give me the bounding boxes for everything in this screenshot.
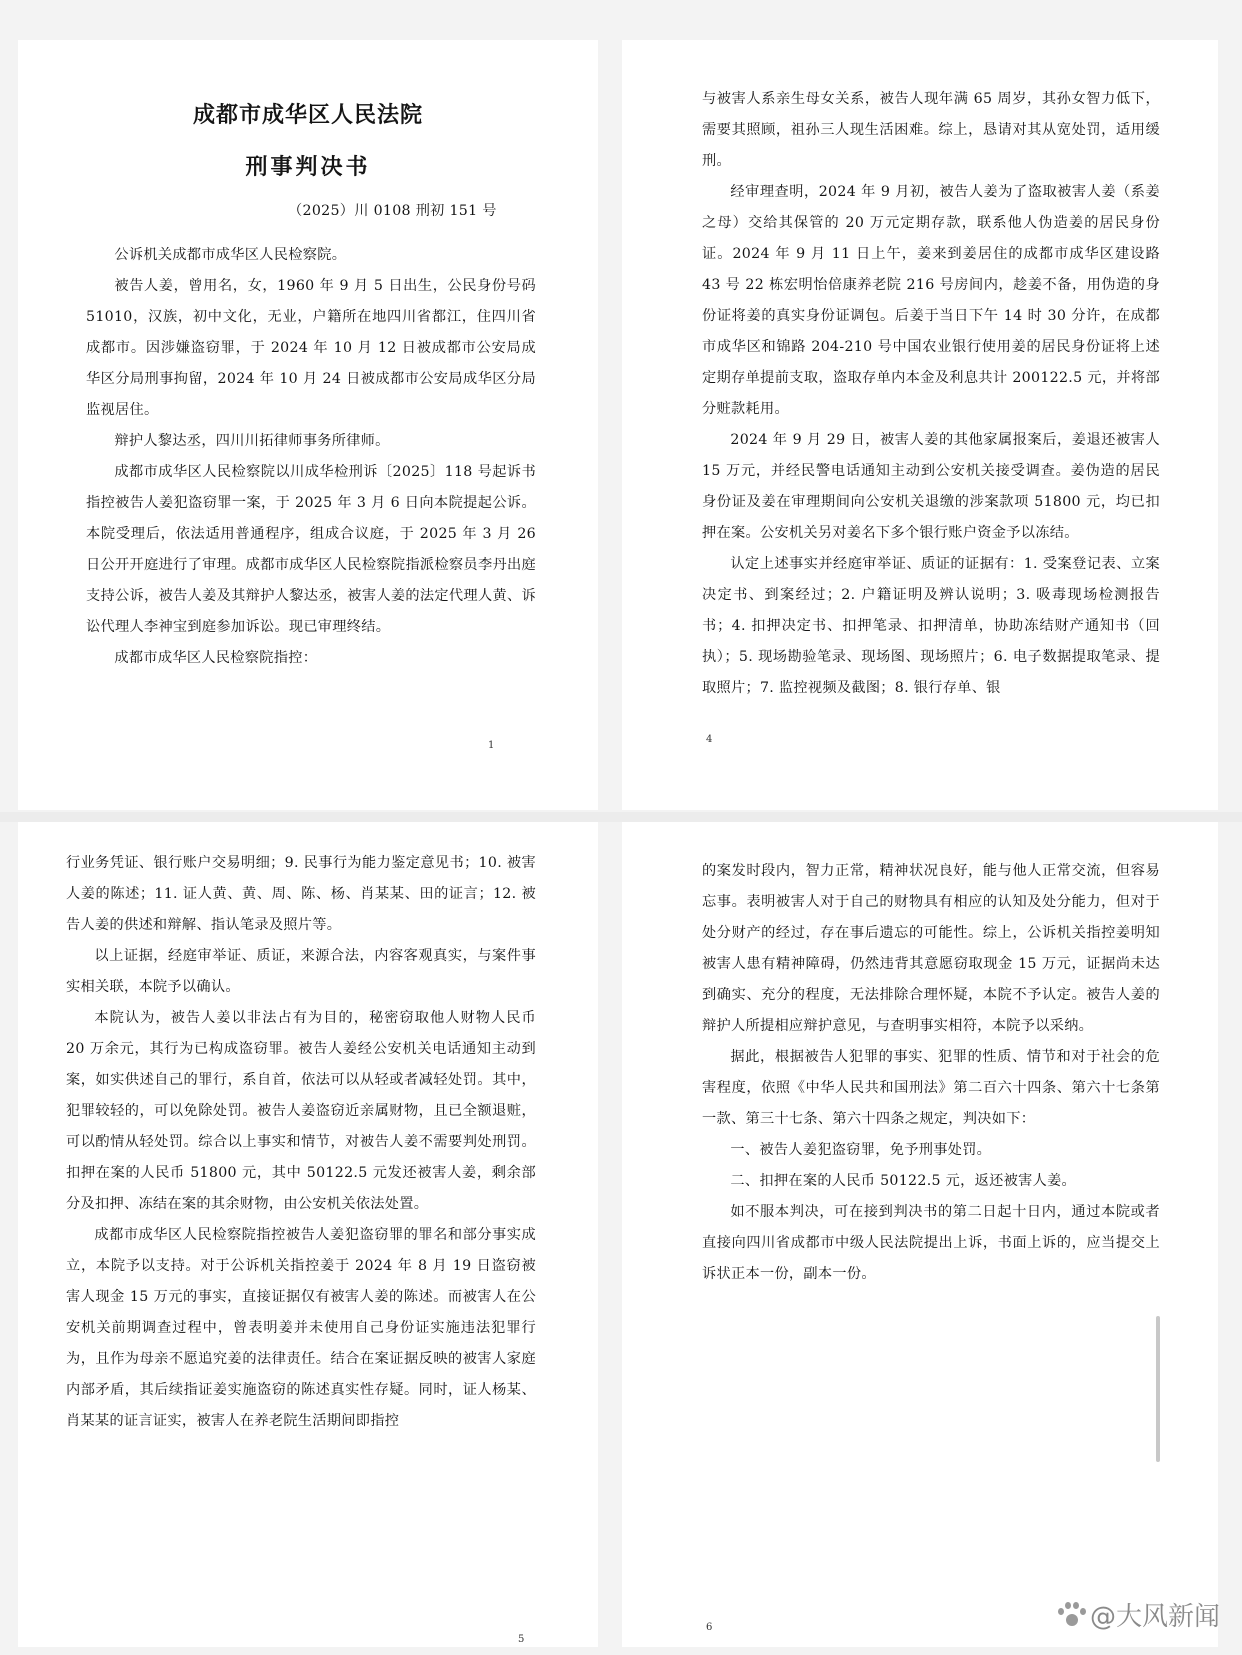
document-page-2 [622, 40, 1218, 810]
page-body [66, 848, 536, 1437]
page-separator [0, 812, 1242, 822]
paragraph: 辩护人黎达丞，四川川拓律师事务所律师。 [114, 433, 390, 449]
document-page-3 [18, 822, 598, 1647]
paragraph: 2024 年 9 月 29 日，被害人姜的其他家属报案后，姜退还被害人 15 万元，并经民警电话通知主动到公安机关接受调查。姜伪造的居民身份证及姜在审理期间向公安机关退缴的涉案款项 51800 元，均已扣押在案。公安机关另对姜名下多个银行账户资金予以冻结。 [702, 432, 1160, 541]
paragraph: 一、被告人姜犯盗窃罪，免予刑事处罚。 [730, 1142, 992, 1158]
watermark-text: @大风新闻 [1089, 1602, 1220, 1632]
paragraph: 如不服本判决，可在接到判决书的第二日起十日内，通过本院或者直接向四川省成都市中级人民法院提出上诉，书面上诉的，应当提交上诉状正本一份，副本一份。 [702, 1204, 1160, 1282]
scrollbar[interactable] [1156, 1316, 1160, 1462]
document-type: 刑事判决书 [245, 154, 371, 180]
paragraph: 与被害人系亲生母女关系，被告人现年满 65 周岁，其孙女智力低下，需要其照顾，祖孙三人现生活困难。综上，恳请对其从宽处罚，适用缓刑。 [702, 91, 1160, 169]
page-body [702, 84, 1160, 704]
paragraph: 二、扣押在案的人民币 50122.5 元，返还被害人姜。 [730, 1173, 1077, 1189]
case-number: （2025）川 0108 刑初 151 号 [288, 203, 497, 219]
page-number: 4 [706, 734, 713, 745]
paragraph: 认定上述事实并经庭审举证、质证的证据有：1. 受案登记表、立案决定书、到案经过；2. 户籍证明及辨认说明；3. 吸毒现场检测报告书；4. 扣押决定书、扣押笔录、扣押清单，协助冻结财产通知书（回执）；5. 现场勘验笔录、现场图、现场照片；6. 电子数据提取笔录、提取照片；7. 监控视频及截图；8. 银行存单、银 [702, 556, 1160, 696]
paragraph: 据此，根据被告人犯罪的事实、犯罪的性质、情节和对于社会的危害程度，依照《中华人民共和国刑法》第二百六十四条、第六十七条第一款、第三十七条、第六十四条之规定，判决如下： [702, 1049, 1160, 1127]
paragraph: 公诉机关成都市成华区人民检察院。 [114, 247, 347, 263]
paragraph: 成都市成华区人民检察院指控被告人姜犯盗窃罪的罪名和部分事实成立，本院予以支持。对于公诉机关指控姜于 2024 年 8 月 19 日盗窃被害人现金 15 万元的事实，直接证据仅有被害人姜的陈述。而被害人在公安机关前期调查过程中，曾表明姜并未使用自己身份证实施违法犯罪行为，且作为母亲不愿追究姜的法律责任。结合在案证据反映的被害人家庭内部矛盾，其后续指证姜实施盗窃的陈述真实性存疑。同时，证人杨某、肖某某的证言证实，被害人在养老院生活期间即指控 [66, 1227, 536, 1429]
court-name: 成都市成华区人民法院 [192, 102, 423, 128]
paragraph: 被告人姜，曾用名，女，1960 年 9 月 5 日出生，公民身份号码 51010，汉族，初中文化，无业，户籍所在地四川省都江，住四川省成都市。因涉嫌盗窃罪，于 2024 年 10 月 12 日被成都市公安局成华区分局刑事拘留，2024 年 10 月 24 日被成都市公安局成华区分局监视居住。 [86, 278, 536, 418]
paragraph: 成都市成华区人民检察院以川成华检刑诉〔2025〕118 号起诉书指控被告人姜犯盗窃罪一案，于 2025 年 3 月 6 日向本院提起公诉。本院受理后，依法适用普通程序，组成合议庭，于 2025 年 3 月 26 日公开开庭进行了审理。成都市成华区人民检察院指派检察员李丹出庭支持公诉，被告人姜及其辩护人黎达丞，被害人姜的法定代理人黄、诉讼代理人李神宝到庭参加诉讼。现已审理终结。 [86, 464, 536, 635]
paw-logo-icon [1056, 1600, 1086, 1630]
page-body [86, 240, 536, 674]
document-page-4 [622, 822, 1218, 1647]
document-page-1 [18, 40, 598, 810]
page-number: 1 [488, 740, 495, 751]
page-body [702, 856, 1160, 1290]
paragraph: 本院认为，被告人姜以非法占有为目的，秘密窃取他人财物人民币 20 万余元，其行为已构成盗窃罪。被告人姜经公安机关电话通知主动到案，如实供述自己的罪行，系自首，依法可以从轻或者减轻处罚。其中，犯罪较轻的，可以免除处罚。被告人姜盗窃近亲属财物，且已全额退赃，可以酌情从轻处罚。综合以上事实和情节，对被告人姜不需要判处刑罚。扣押在案的人民币 51800 元，其中 50122.5 元发还被害人姜，剩余部分及扣押、冻结在案的其余财物，由公安机关依法处置。 [66, 1010, 536, 1212]
paragraph: 的案发时段内，智力正常，精神状况良好，能与他人正常交流，但容易忘事。表明被害人对于自己的财物具有相应的认知及处分能力，但对于处分财产的经过，存在事后遗忘的可能性。综上，公诉机关指控姜明知被害人患有精神障碍，仍然违背其意愿窃取现金 15 万元，证据尚未达到确实、充分的程度，无法排除合理怀疑，本院不予认定。被告人姜的辩护人所提相应辩护意见，与查明事实相符，本院予以采纳。 [702, 863, 1160, 1034]
page-number: 6 [706, 1622, 713, 1633]
paragraph: 成都市成华区人民检察院指控： [114, 650, 318, 666]
watermark [1056, 1596, 1220, 1633]
page-number: 5 [518, 1634, 525, 1645]
paragraph: 行业务凭证、银行账户交易明细；9. 民事行为能力鉴定意见书；10. 被害人姜的陈述；11. 证人黄、黄、周、陈、杨、肖某某、田的证言；12. 被告人姜的供述和辩解、指认笔录及照片等。 [66, 855, 536, 933]
paragraph: 以上证据，经庭审举证、质证，来源合法，内容客观真实，与案件事实相关联，本院予以确认。 [66, 948, 536, 995]
paragraph: 经审理查明，2024 年 9 月初，被告人姜为了盗取被害人姜（系姜之母）交给其保管的 20 万元定期存款，联系他人伪造姜的居民身份证。2024 年 9 月 11 日上午，姜来到姜居住的成都市成华区建设路 43 号 22 栋宏明怡倍康养老院 216 号房间内，趁姜不备，用伪造的身份证将姜的真实身份证调包。后姜于当日下午 14 时 30 分许，在成都市成华区和锦路 204-210 号中国农业银行使用姜的居民身份证将上述定期存单提前支取，盗取存单内本金及利息共计 200122.5 元，并将部分赃款耗用。 [702, 184, 1160, 417]
